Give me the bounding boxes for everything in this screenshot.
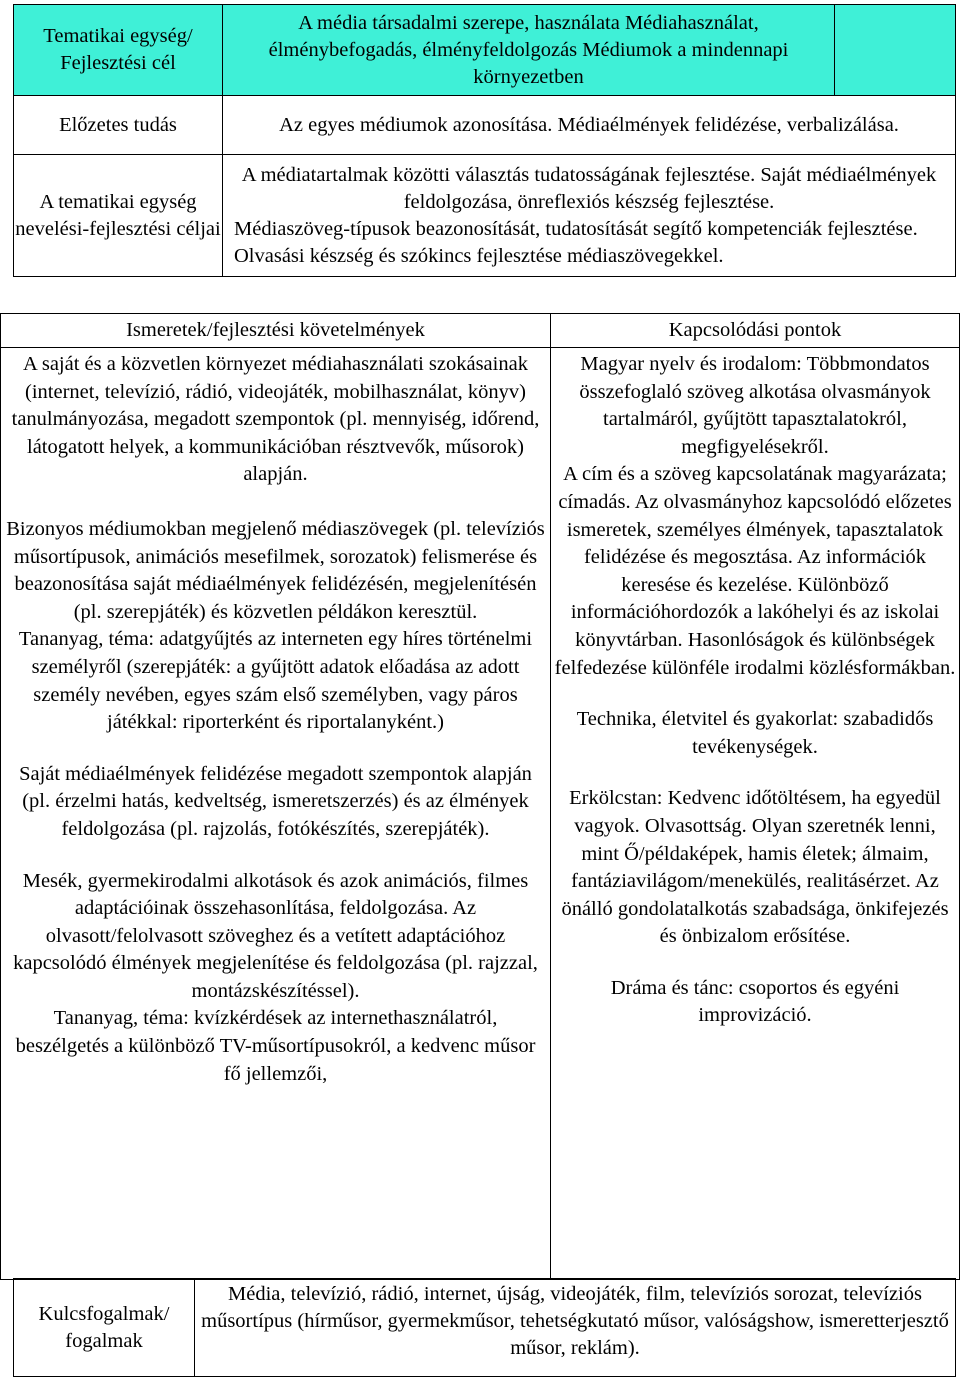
key-concepts-content-cell xyxy=(195,1279,956,1377)
connection-text-3: szabadidős tevékenységek. xyxy=(692,708,934,758)
requirements-table xyxy=(0,313,960,1280)
requirement-paragraph-5: Mesék, gyermekirodalmi alkotások és azok animációs, filmes adaptációinak összehasonlítása, feldolgozása. Az olvasott/felolvasott szöveghez és a vetített adaptációhoz kapcsolódó élmények megjelenítése és feldolgozása (pl. rajzzal, montázskészítéssel). xyxy=(13,869,538,1002)
topic-row xyxy=(14,5,956,96)
goals-row xyxy=(14,155,956,277)
topic-content: A média társadalmi szerepe, használata Médiahasználat, élménybefogadás, élményfeldolgozás Médiumok a mindennapi környezetben xyxy=(268,11,789,88)
key-concepts-content: Média, televízió, rádió, internet, újság, videojáték, film, televíziós sorozat, televíziós műsortípus (hírműsor, gyermekműsor, tehetségkutató műsor, valóságshow, ismeretterjesztő műsor, reklám). xyxy=(201,1283,949,1359)
connection-paragraph-4 xyxy=(553,785,957,951)
connection-paragraph-1 xyxy=(553,351,957,461)
connection-subject-3: Technika, életvitel és gyakorlat: xyxy=(576,708,839,731)
connection-paragraph-3 xyxy=(553,706,957,761)
prior-knowledge-label-cell xyxy=(14,96,223,155)
connections-cell xyxy=(551,348,960,1280)
connection-text-1: Többmondatos összefoglaló szöveg alkotása olvasmányok tartalmáról, gyűjtött tapasztalatokról, megfigyelésekről. xyxy=(579,353,931,458)
connection-subject-4: Erkölcstan: xyxy=(569,787,663,810)
connection-text-4: Kedvenc időtöltésem, ha egyedül vagyok. Olvasottság. Olyan szeretnék lenni, mint Ő/példaképek, hamis életek; álmaim, fantáziavilágom/menekülés, realitásérzet. Az önálló gondolatalkotás szabadsága, önkifejezés és önbizalom erősítése. xyxy=(561,787,949,948)
topic-label: Tematikai egység/ Fejlesztési cél xyxy=(43,25,193,74)
key-concepts-row xyxy=(14,1279,956,1377)
connection-subject-5: Dráma és tánc: xyxy=(610,976,734,999)
topic-content-cell xyxy=(223,5,835,96)
requirements-cell xyxy=(1,348,551,1280)
requirements-header-cell xyxy=(1,314,551,348)
connection-paragraph-5 xyxy=(553,975,957,1030)
connections-header-cell xyxy=(551,314,960,348)
goals-content-cell xyxy=(223,155,956,277)
key-concepts-label-cell xyxy=(14,1279,195,1377)
connection-text-5: csoportos és egyéni improvizáció. xyxy=(698,976,900,1027)
topic-hours-cell xyxy=(835,5,956,96)
requirement-paragraph-4: Saját médiaélmények felidézése megadott szempontok alapján (pl. érzelmi hatás, kedveltség, ismeretszerzés) és az élmények feldolgozása (pl. rajzolás, fotókészítés, szerepjáték). xyxy=(19,762,532,840)
requirement-paragraph-3: Tananyag, téma: adatgyűjtés az interneten egy híres történelmi személyről (szerepjáték: a gyűjtött adatok előadása az adott személy nevében, egyes szám első személyben, vagy páros játékkal: riporterként és riportalanyként.) xyxy=(18,628,533,734)
connection-subject-1: Magyar nyelv és irodalom: xyxy=(580,353,802,375)
key-concepts-label: Kulcsfogalmak/ fogalmak xyxy=(38,1302,170,1352)
connections-header: Kapcsolódási pontok xyxy=(668,318,842,341)
requirements-body-row xyxy=(1,348,960,1280)
requirement-paragraph-1: A saját és a közvetlen környezet médiahasználati szokásainak (internet, televízió, rádió, videojáték, mobilhasználat, könyv) tanulmányozása, megadott szempontok (pl. mennyiség, időrend, látogatott helyek, a kommunikációban résztvevők, műsorok) alapján. xyxy=(11,353,540,486)
requirement-paragraph-2: Bizonyos médiumokban megjelenő médiaszövegek (pl. televíziós műsortípusok, animációs mesefilmek, sorozatok) felismerése és beazonosítása saját médiaélmények felidézésén, megjelenítésén (pl. szerepjáték) és közvetlen példákon keresztül. xyxy=(6,517,545,623)
prior-knowledge-row xyxy=(14,96,956,155)
goals-label: A tematikai egység nevelési-fejlesztési céljai xyxy=(15,190,221,240)
topic-label-cell xyxy=(14,5,223,96)
requirements-header-row xyxy=(1,314,960,348)
requirements-header: Ismeretek/fejlesztési követelmények xyxy=(126,318,425,341)
prior-knowledge-content: Az egyes médiumok azonosítása. Médiaélmények felidézése, verbalizálása. xyxy=(279,113,899,136)
prior-knowledge-content-cell xyxy=(223,96,956,155)
prior-knowledge-label: Előzetes tudás xyxy=(59,113,177,136)
key-concepts-table xyxy=(13,1278,956,1377)
requirement-paragraph-6: Tananyag, téma: kvízkérdések az internethasználatról, beszélgetés a különböző TV-műsortípusokról, a kedvenc műsor fő jellemzői, xyxy=(15,1007,536,1085)
topic-table xyxy=(13,4,956,277)
connection-paragraph-2: A cím és a szöveg kapcsolatának magyarázata; címadás. Az olvasmányhoz kapcsolódó előzetes ismeretek, személyes élmények, tapasztalatok felidézése és megosztása. Az információk keresése és kezelése. Különböző információhordozók a lakóhelyi és az iskolai könyvtárban. Hasonlóságok és különbségek felfedezése különféle irodalmi közlésformákban. xyxy=(554,463,956,679)
goals-content-2: Médiaszöveg-típusok beazonosítását, tudatosítását segítő kompetenciák fejlesztése. Olvasási készség és szókincs fejlesztése médiaszövegekkel. xyxy=(234,217,918,267)
goals-label-cell xyxy=(14,155,223,277)
goals-content-1: A médiatartalmak közötti választás tudatosságának fejlesztése. Saját médiaélmények feldolgozása, önreflexiós készség fejlesztése. xyxy=(241,163,937,213)
